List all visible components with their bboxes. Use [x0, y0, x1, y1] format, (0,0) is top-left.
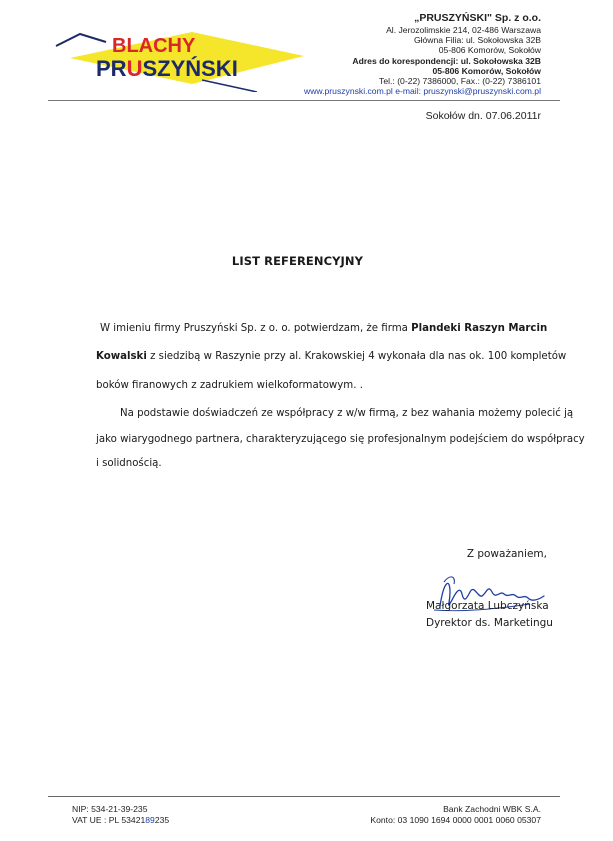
closing-phrase: Z poważaniem, — [466, 548, 547, 560]
signer-block — [426, 598, 553, 632]
company-phone: Tel.: (0-22) 7386000, Fax.: (0-22) 7386101 — [379, 76, 541, 87]
body-line-1 — [100, 323, 547, 334]
company-correspondence: Adres do korespondencji: ul. Sokołowska 32B — [352, 55, 541, 66]
company-address3: 05-806 Komorów, Sokołów — [438, 45, 541, 56]
pen-correction: 89 — [145, 815, 155, 825]
logo-swoosh-left — [56, 34, 106, 46]
body-line-6: i solidnością. — [96, 458, 162, 469]
body-line-5: jako wiarygodnego partnera, charakteryzującego się profesjonalnym podejściem do współpracy — [96, 434, 585, 445]
body-text: W imieniu firmy Pruszyński Sp. z o. o. potwierdzam, że firma — [100, 323, 412, 334]
signer-role: Dyrektor ds. Marketingu — [426, 617, 553, 629]
logo-line2: PRUSZYŃSKI — [96, 56, 238, 81]
company-address2: Główna Filia: ul. Sokołowska 32B — [413, 35, 541, 46]
company-web[interactable]: www.pruszynski.com.pl e-mail: pruszynski@pruszynski.com.pl — [304, 86, 541, 97]
footer-nip: NIP: 534-21-39-235 — [72, 804, 148, 814]
document-title: LIST REFERENCYJNY — [231, 254, 364, 268]
body-line-3: boków firanowych z zadrukiem wielkoformatowym. . — [96, 380, 363, 391]
footer-bank-info — [370, 804, 541, 826]
footer-tax-info — [72, 804, 169, 826]
header-divider — [48, 100, 560, 101]
company-address1: Al. Jerozolimskie 214, 02-486 Warszawa — [386, 25, 541, 35]
footer-divider — [48, 796, 560, 797]
footer-bank: Bank Zachodni WBK S.A. — [443, 804, 541, 814]
footer-account: Konto: 03 1090 1694 0000 0001 0060 05307 — [370, 815, 541, 825]
company-name: „PRUSZYŃSKI" Sp. z o.o. — [414, 12, 541, 24]
logo-line1: BLACHY — [112, 35, 196, 57]
footer-vat: VAT UE : PL 5342189235 — [72, 815, 170, 825]
company-header — [241, 12, 541, 96]
signer-name: Małgorzata Lubczyńska — [426, 600, 549, 612]
company-name-bold: Kowalski — [96, 351, 147, 362]
body-text: z siedzibą w Raszynie przy al. Krakowskiej 4 wykonała dla nas ok. 100 kompletów — [146, 351, 567, 362]
letter-date: Sokołów dn. 07.06.2011r — [425, 110, 541, 122]
body-line-4: Na podstawie doświadczeń ze współpracy z w/w firmą, z bez wahania możemy polecić ją — [120, 408, 574, 419]
body-line-2 — [96, 351, 566, 362]
company-correspondence2: 05-806 Komorów, Sokołów — [432, 65, 541, 76]
company-name-bold: Plandeki Raszyn Marcin — [411, 323, 548, 334]
